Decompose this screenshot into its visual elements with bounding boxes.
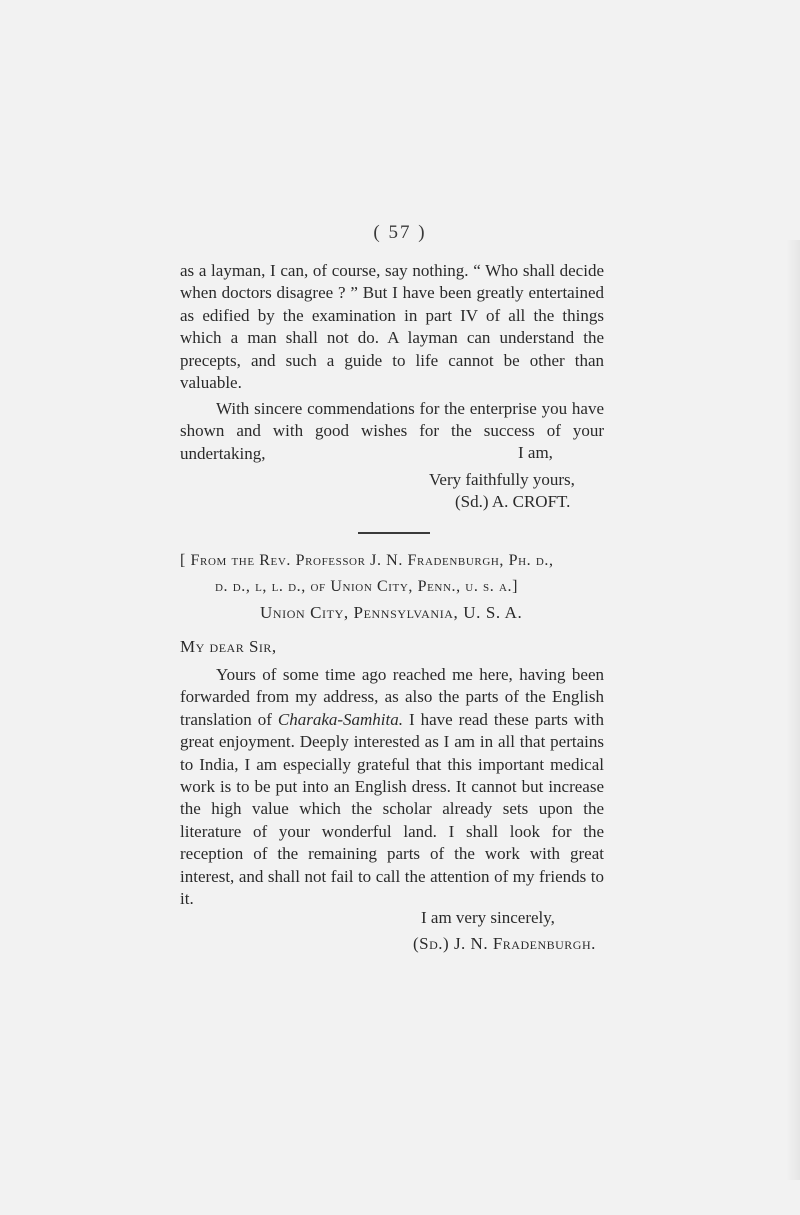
letter1-paragraph1: as a layman, I can, of course, say nothing. “ Who shall decide when doctors disagree ? ” But I have been greatly entertained as edified by the examination in part IV of all the things which a man shall not do. A layman can understand the precepts, and such a guide to life cannot be other than valuable. [180,261,604,393]
letter2-body-italic-title: Charaka-Samhita. [277,709,403,729]
letter2-body-part2: I have read these parts with great enjoyment. Deeply interested as I am in all that pertains to India, I am especially grateful that this important medical work is to be put into an English dress. It cannot but increase the high value which the scholar already sets upon the literature of your wonderful land. I shall look for the reception of the remaining parts of the work with great interest, and shall not fail to call the attention of my friends to it. [180,709,605,909]
page-number: ( 57 ) [373,222,427,243]
letter2-closing: I am very sincerely, [421,908,555,927]
section-divider [358,532,430,534]
letter1-paragraph1-block [180,260,604,394]
letter2-body-block [180,664,604,910]
letter2-body-part1: Yours of some time ago reached me here, having been forwarded from my address, as also the parts of the English translation of [180,665,604,729]
letter1-closing: Very faithfully yours, [429,470,575,489]
letter2-heading-line2: d. d., l, l. d., of Union City, Penn., u. s. a.] [215,578,519,595]
letter2-signature: (Sd.) J. N. Fradenburgh. [413,934,596,953]
letter2-body [180,664,604,910]
page-edge-shadow [786,240,800,1180]
letter2-salutation: My dear Sir, [180,637,277,656]
letter1-paragraph2: With sincere commendations for the enterprise you have shown and with good wishes for the success of your undertaking, [180,399,604,463]
letter2-heading-line3: Union City, Pennsylvania, U. S. A. [260,603,523,622]
letter2-heading-line1: [ From the Rev. Professor J. N. Fradenburgh, Ph. d., [180,552,554,569]
letter1-closing-iam: I am, [518,443,553,462]
letter1-signature: (Sd.) A. CROFT. [455,492,571,511]
